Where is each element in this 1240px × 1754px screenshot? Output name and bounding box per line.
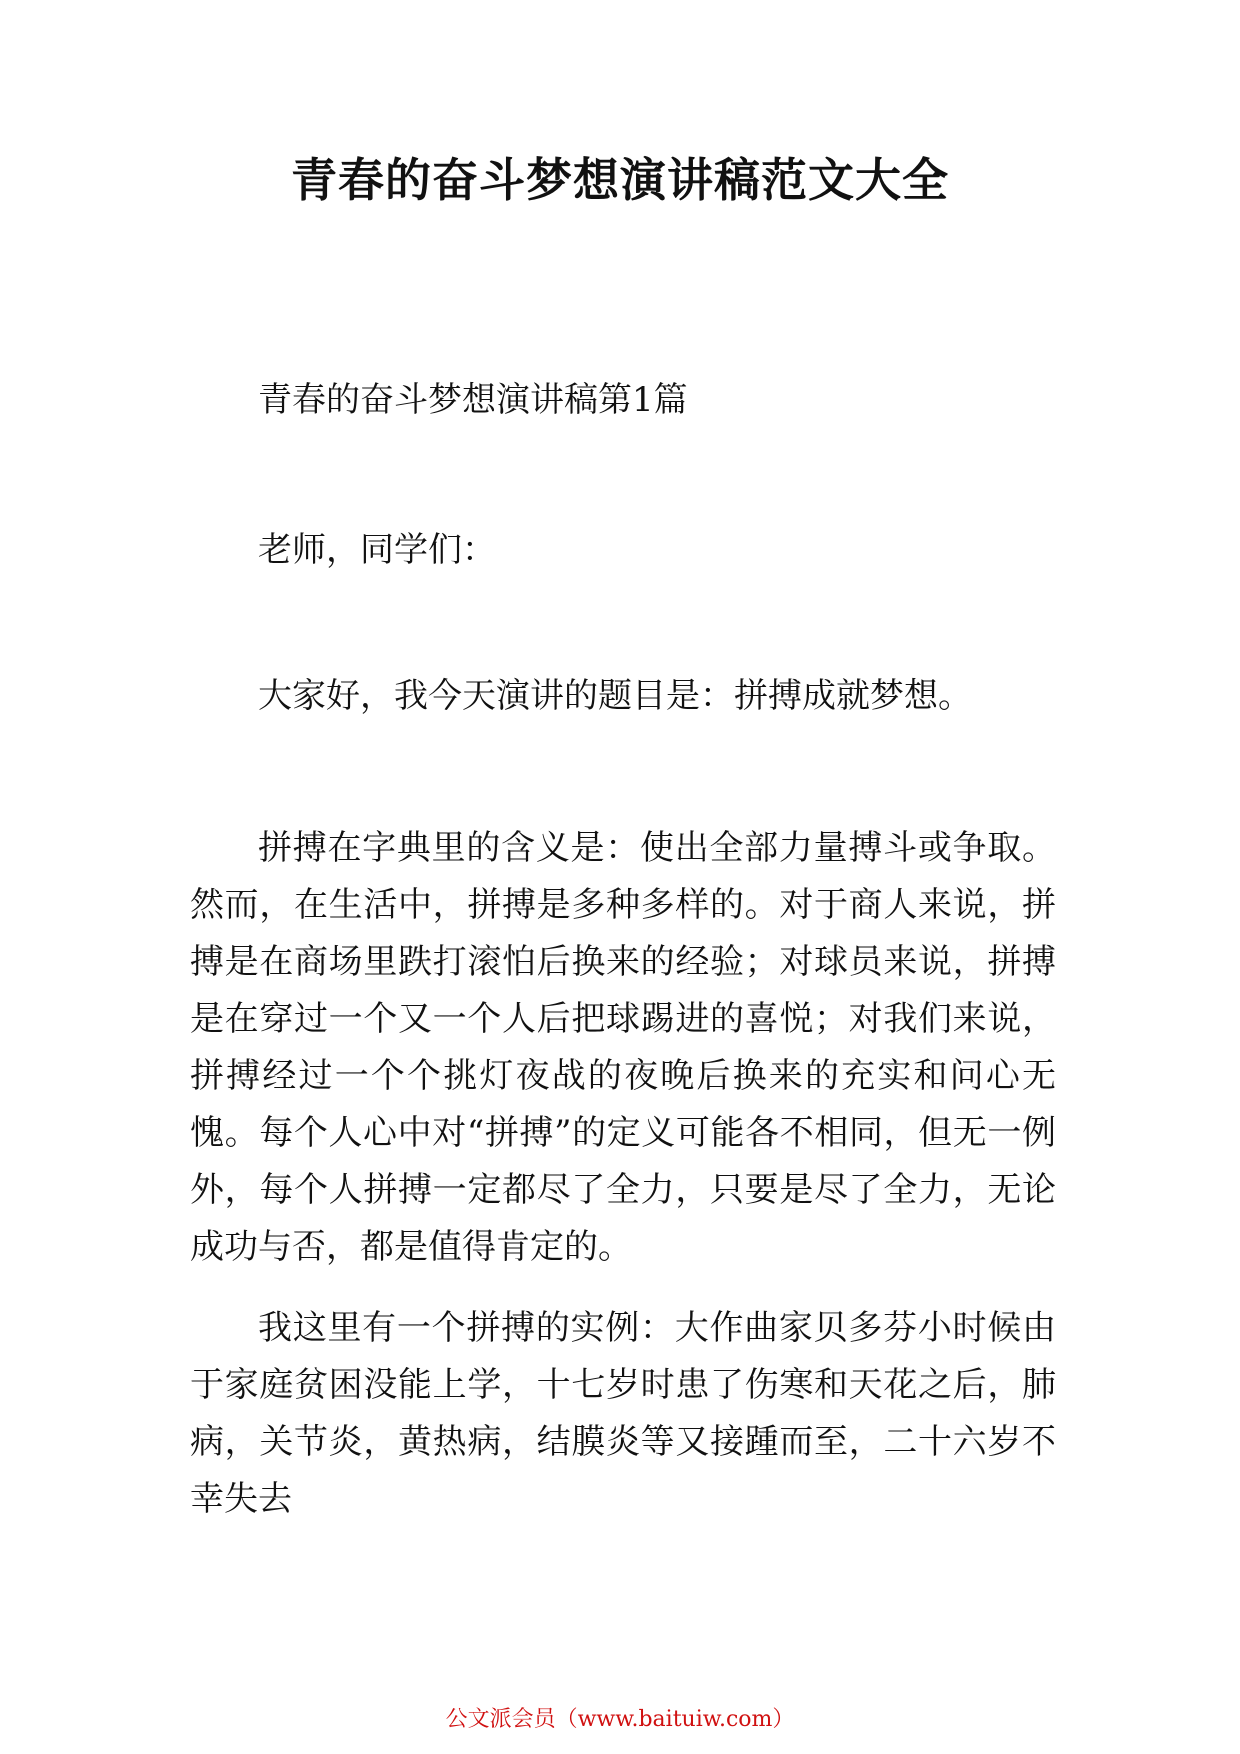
footer-watermark: 公文派会员（www.baituiw.com）: [445, 1707, 795, 1732]
opening-line: 大家好，我今天演讲的题目是：拼搏成就梦想。: [258, 676, 972, 716]
document-title: 青春的奋斗梦想演讲稿范文大全: [291, 153, 949, 207]
body-paragraph: 拼搏在字典里的含义是：使出全部力量搏斗或争取。然而，在生活中，拼搏是多种多样的。对于商人来说，拼搏是在商场里跌打滚怕后换来的经验；对球员来说，拼搏是在穿过一个又一个人后把球踢进的喜悦；对我们来说，拼搏经过一个个挑灯夜战的夜晚后换来的充实和问心无愧。每个人心中对“拼搏”的定义可能各不相同，但无一例外，每个人拼搏一定都尽了全力，只要是尽了全力，无论成功与否，都是值得肯定的。: [190, 828, 1056, 1267]
section-heading: 青春的奋斗梦想演讲稿第1篇: [258, 380, 688, 420]
body-paragraph: 我这里有一个拼搏的实例：大作曲家贝多芬小时候由于家庭贫困没能上学，十七岁时患了伤寒和天花之后，肺病，关节炎，黄热病，结膜炎等又接踵而至，二十六岁不幸失去: [190, 1308, 1056, 1519]
salutation: 老师，同学们：: [258, 530, 496, 570]
